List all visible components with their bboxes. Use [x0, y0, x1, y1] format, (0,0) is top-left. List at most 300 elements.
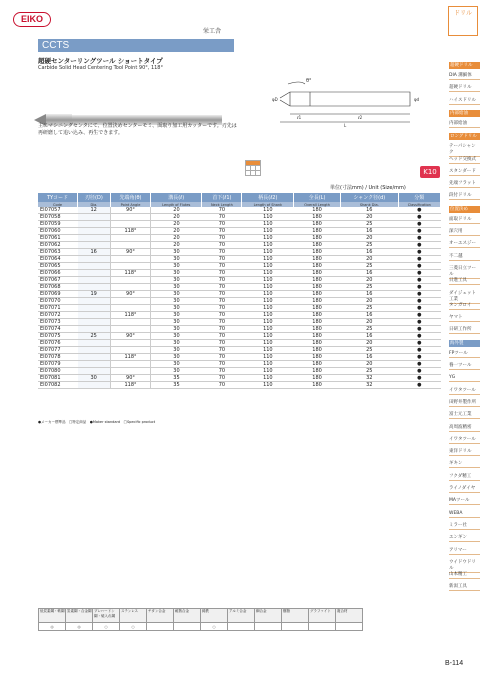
- table-cell: [78, 242, 111, 249]
- table-cell: 180: [294, 249, 341, 256]
- sidebar-item[interactable]: ヤマト: [449, 315, 480, 322]
- table-cell: 110: [242, 291, 294, 298]
- sidebar-item[interactable]: YG: [449, 375, 480, 382]
- table-cell: EI07076: [38, 340, 78, 347]
- table-cell: 30: [151, 333, 202, 340]
- sidebar-item[interactable]: イワタツール: [449, 388, 480, 395]
- table-cell: ●: [398, 333, 440, 340]
- table-cell: 30: [151, 368, 202, 375]
- table-cell: 30: [151, 340, 202, 347]
- sidebar-item[interactable]: 三菱日立ツール: [449, 266, 480, 279]
- material-header: 低炭素鋼・軟鋼: [39, 609, 66, 623]
- sidebar-item[interactable]: 不二越: [449, 254, 480, 261]
- table-cell: 25: [78, 333, 111, 340]
- table-cell: 32: [340, 382, 398, 389]
- column-header: 柄長(ℓ2): [242, 193, 294, 202]
- column-header: 分類: [398, 193, 440, 202]
- section-tab[interactable]: ドリル: [448, 6, 478, 36]
- table-cell: 180: [294, 207, 341, 214]
- table-cell: 180: [294, 270, 341, 277]
- sidebar-item[interactable]: FPツール: [449, 351, 480, 358]
- table-row: [38, 270, 441, 277]
- table-cell: 110: [242, 340, 294, 347]
- table-cell: EI07071: [38, 305, 78, 312]
- table-cell: 110: [242, 214, 294, 221]
- table-cell: 70: [202, 249, 242, 256]
- table-cell: 20: [340, 319, 398, 326]
- column-header: 刃径(D): [78, 193, 111, 202]
- table-row: [38, 263, 441, 270]
- table-cell: 30: [151, 354, 202, 361]
- table-cell: 180: [294, 298, 341, 305]
- table-cell: 70: [202, 361, 242, 368]
- table-row: [38, 214, 441, 221]
- sidebar-item[interactable]: MAツール: [449, 498, 480, 505]
- table-cell: ●: [398, 249, 440, 256]
- table-cell: 90°: [110, 333, 150, 340]
- table-cell: [110, 263, 150, 270]
- material-header: ステンレス: [120, 609, 147, 623]
- table-cell: ●: [398, 382, 440, 389]
- table-cell: 16: [78, 249, 111, 256]
- table-cell: 30: [151, 291, 202, 298]
- table-cell: [78, 340, 111, 347]
- material-header: 耐熱合金: [174, 609, 201, 623]
- sidebar-item[interactable]: 超硬ドリル: [449, 85, 480, 92]
- table-cell: 70: [202, 382, 242, 389]
- table-cell: [110, 221, 150, 228]
- table-cell: [110, 298, 150, 305]
- sidebar-item[interactable]: スタンダード: [449, 169, 480, 176]
- table-cell: 118°: [110, 270, 150, 277]
- table-cell: [78, 256, 111, 263]
- sidebar-item[interactable]: DIA 溝細体: [449, 73, 480, 80]
- table-cell: [78, 347, 111, 354]
- unit-note: 単位(寸法mm) / Unit (Size/mm): [330, 185, 406, 191]
- table-cell: 70: [202, 284, 242, 291]
- table-cell: EI07059: [38, 221, 78, 228]
- table-cell: 180: [294, 333, 341, 340]
- table-cell: [110, 361, 150, 368]
- table-cell: 16: [340, 291, 398, 298]
- table-cell: 20: [340, 235, 398, 242]
- sidebar-item[interactable]: タンガロイ: [449, 303, 480, 310]
- table-cell: 19: [78, 291, 111, 298]
- table-cell: ●: [398, 207, 440, 214]
- table-cell: 20: [151, 235, 202, 242]
- table-cell: EI07072: [38, 312, 78, 319]
- table-cell: EI07063: [38, 249, 78, 256]
- table-cell: 110: [242, 305, 294, 312]
- table-cell: EI07078: [38, 354, 78, 361]
- svg-text:ℓ2: ℓ2: [358, 115, 363, 120]
- material-header: アルミ合金: [228, 609, 255, 623]
- table-cell: 110: [242, 284, 294, 291]
- table-cell: 70: [202, 214, 242, 221]
- table-cell: [110, 256, 150, 263]
- table-cell: [78, 270, 111, 277]
- material-header: 複合材: [336, 609, 363, 623]
- table-cell: ●: [398, 228, 440, 235]
- table-row: [38, 242, 441, 249]
- table-cell: [78, 214, 111, 221]
- table-cell: 110: [242, 263, 294, 270]
- table-cell: 180: [294, 256, 341, 263]
- table-cell: 20: [340, 277, 398, 284]
- table-cell: ●: [398, 214, 440, 221]
- table-cell: 180: [294, 368, 341, 375]
- material-header: 樹脂: [282, 609, 309, 623]
- table-cell: 180: [294, 263, 341, 270]
- table-row: [38, 319, 441, 326]
- sidebar-item[interactable]: 内部給油: [449, 110, 480, 117]
- table-cell: [110, 305, 150, 312]
- material-mark: ○: [201, 623, 228, 631]
- table-row: [38, 291, 441, 298]
- table-row: [38, 382, 441, 389]
- sidebar-item[interactable]: エンギン: [449, 535, 480, 542]
- table-cell: 110: [242, 235, 294, 242]
- table-cell: 16: [340, 333, 398, 340]
- column-header: TYコード: [38, 193, 78, 202]
- material-mark: ◎: [39, 623, 66, 631]
- table-cell: ●: [398, 354, 440, 361]
- table-cell: 70: [202, 305, 242, 312]
- table-cell: [78, 277, 111, 284]
- svg-text:L: L: [344, 123, 347, 128]
- table-cell: 180: [294, 347, 341, 354]
- table-cell: 70: [202, 375, 242, 382]
- table-cell: ●: [398, 291, 440, 298]
- table-cell: 70: [202, 354, 242, 361]
- column-header-en: Code: [38, 202, 78, 207]
- table-row: [38, 221, 441, 228]
- column-header-en: Neck Length: [202, 202, 242, 207]
- table-cell: ●: [398, 284, 440, 291]
- table-cell: ●: [398, 312, 440, 319]
- sidebar-item[interactable]: 位置決め: [449, 206, 480, 213]
- table-cell: 70: [202, 298, 242, 305]
- material-header: プレハードン鋼・焼入れ鋼: [93, 609, 120, 623]
- sidebar-item[interactable]: 面取ドリル: [449, 217, 480, 224]
- column-header: 溝長(ℓ): [151, 193, 202, 202]
- table-cell: [110, 277, 150, 284]
- table-row: [38, 284, 441, 291]
- table-cell: 25: [340, 242, 398, 249]
- table-cell: 30: [151, 361, 202, 368]
- table-cell: 30: [151, 305, 202, 312]
- table-cell: 110: [242, 375, 294, 382]
- sidebar-item[interactable]: イワタツール: [449, 437, 480, 444]
- column-header-en: Classification: [398, 202, 440, 207]
- table-cell: 20: [151, 242, 202, 249]
- table-cell: 20: [151, 228, 202, 235]
- brand-logo: EIKO: [13, 12, 51, 27]
- table-cell: 30: [151, 249, 202, 256]
- table-cell: 180: [294, 221, 341, 228]
- table-cell: 25: [340, 368, 398, 375]
- column-header-en: Overall Length: [294, 202, 341, 207]
- sidebar-item[interactable]: 超硬ドリル: [449, 62, 480, 69]
- table-cell: 70: [202, 235, 242, 242]
- product-title-jp: 超硬センターリングツール ショートタイプ: [38, 57, 163, 65]
- table-cell: ●: [398, 340, 440, 347]
- table-cell: 118°: [110, 228, 150, 235]
- table-cell: 30: [151, 270, 202, 277]
- table-cell: 110: [242, 270, 294, 277]
- table-cell: EI07062: [38, 242, 78, 249]
- table-cell: 30: [151, 319, 202, 326]
- table-cell: 180: [294, 214, 341, 221]
- table-cell: 20: [340, 214, 398, 221]
- tolerance-table: [245, 160, 261, 176]
- legend-note: ●メーカー標準品 □特定商品 ●Maker standard □Specific product: [38, 420, 156, 424]
- sidebar-item[interactable]: 海外製: [449, 340, 480, 347]
- table-cell: ●: [398, 263, 440, 270]
- table-cell: 70: [202, 263, 242, 270]
- sidebar-item[interactable]: 田野井製作所: [449, 400, 480, 407]
- table-cell: 30: [151, 326, 202, 333]
- table-row: [38, 228, 441, 235]
- sidebar-item[interactable]: ヘッド交換式: [449, 157, 480, 164]
- table-cell: [78, 305, 111, 312]
- material-mark: [309, 623, 336, 631]
- table-cell: [110, 284, 150, 291]
- table-cell: 180: [294, 284, 341, 291]
- sidebar-item[interactable]: ギキン: [449, 461, 480, 468]
- table-cell: 70: [202, 340, 242, 347]
- table-row: [38, 326, 441, 333]
- sidebar-item[interactable]: 先端フラット: [449, 181, 480, 188]
- product-title-en: Carbide Solid Head Centering Tool Point 90°, 118°: [38, 65, 163, 71]
- table-cell: 30: [151, 277, 202, 284]
- table-cell: [78, 354, 111, 361]
- sidebar-item[interactable]: 段付ドリル: [449, 193, 480, 200]
- table-cell: [78, 228, 111, 235]
- table-cell: 32: [340, 375, 398, 382]
- table-cell: 180: [294, 235, 341, 242]
- table-cell: [78, 263, 111, 270]
- table-cell: 25: [340, 305, 398, 312]
- material-mark: [255, 623, 282, 631]
- table-cell: EI07057: [38, 207, 78, 214]
- table-cell: 70: [202, 256, 242, 263]
- table-cell: 110: [242, 249, 294, 256]
- table-cell: 16: [340, 312, 398, 319]
- table-cell: ●: [398, 375, 440, 382]
- table-cell: [78, 312, 111, 319]
- sidebar-item[interactable]: WEBA: [449, 511, 480, 518]
- table-cell: 70: [202, 312, 242, 319]
- material-mark: [174, 623, 201, 631]
- table-cell: EI07070: [38, 298, 78, 305]
- sidebar-item[interactable]: ダイジェット工業: [449, 291, 480, 304]
- table-cell: [110, 326, 150, 333]
- sidebar-item[interactable]: ロングドリル: [449, 133, 480, 140]
- svg-text:θ°: θ°: [306, 78, 312, 84]
- table-cell: 90°: [110, 249, 150, 256]
- table-row: [38, 298, 441, 305]
- table-cell: 70: [202, 368, 242, 375]
- sidebar-item[interactable]: オーエスジー: [449, 241, 480, 248]
- table-cell: ●: [398, 256, 440, 263]
- table-cell: [78, 368, 111, 375]
- table-cell: [78, 221, 111, 228]
- table-row: [38, 207, 441, 214]
- material-mark: [228, 623, 255, 631]
- table-cell: 70: [202, 326, 242, 333]
- table-cell: 180: [294, 319, 341, 326]
- table-cell: 30: [151, 298, 202, 305]
- table-cell: 110: [242, 312, 294, 319]
- sidebar-item[interactable]: ライノダイヤ: [449, 486, 480, 493]
- table-cell: [110, 319, 150, 326]
- table-cell: ●: [398, 368, 440, 375]
- table-cell: [110, 242, 150, 249]
- table-cell: 70: [202, 333, 242, 340]
- column-header-en: Length of Shank: [242, 202, 294, 207]
- table-cell: EI07061: [38, 235, 78, 242]
- table-cell: 30: [151, 347, 202, 354]
- table-cell: 110: [242, 207, 294, 214]
- table-cell: ●: [398, 242, 440, 249]
- table-cell: ●: [398, 319, 440, 326]
- table-cell: 16: [340, 354, 398, 361]
- table-cell: 20: [340, 340, 398, 347]
- table-cell: 70: [202, 207, 242, 214]
- table-cell: 70: [202, 221, 242, 228]
- table-cell: 70: [202, 347, 242, 354]
- table-cell: EI07065: [38, 263, 78, 270]
- table-cell: 20: [340, 256, 398, 263]
- table-row: [38, 347, 441, 354]
- sidebar-item[interactable]: アリマー: [449, 548, 480, 555]
- table-cell: 30: [151, 312, 202, 319]
- table-cell: [110, 347, 150, 354]
- sidebar-item[interactable]: 日進工具: [449, 278, 480, 285]
- table-row: [38, 361, 441, 368]
- table-cell: 25: [340, 284, 398, 291]
- table-cell: 20: [340, 361, 398, 368]
- table-cell: 30: [151, 256, 202, 263]
- table-cell: 110: [242, 298, 294, 305]
- table-cell: 16: [340, 207, 398, 214]
- table-cell: EI07064: [38, 256, 78, 263]
- table-cell: [78, 326, 111, 333]
- material-mark: [336, 623, 363, 631]
- table-cell: 16: [340, 228, 398, 235]
- spec-table: [38, 193, 441, 389]
- column-header-en: Length of Flutes: [151, 202, 202, 207]
- brand-name: 栄工舎: [203, 28, 222, 35]
- sidebar-item[interactable]: 新潟工具: [449, 584, 480, 591]
- sidebar-item[interactable]: テーパシャンク: [449, 144, 480, 157]
- material-header: 鋳鉄: [201, 609, 228, 623]
- svg-text:φD: φD: [272, 97, 278, 102]
- product-description: 主にマシニングセンタにて、位置決めセンターモミ、面取り加工用カッターです。刃先は再研磨して追い込み、再生できます。: [38, 123, 237, 136]
- column-header: シャンク径(d): [340, 193, 398, 202]
- table-cell: [78, 361, 111, 368]
- table-cell: 110: [242, 368, 294, 375]
- material-header: 炭素鋼・合金鋼: [66, 609, 93, 623]
- sidebar-item[interactable]: ハイスドリル: [449, 98, 480, 105]
- grade-badge: K10: [420, 166, 440, 178]
- table-cell: 110: [242, 242, 294, 249]
- table-cell: ●: [398, 298, 440, 305]
- table-cell: 70: [202, 270, 242, 277]
- table-cell: 180: [294, 305, 341, 312]
- table-cell: 30: [151, 284, 202, 291]
- table-cell: 25: [340, 347, 398, 354]
- table-cell: 90°: [110, 375, 150, 382]
- sidebar-item[interactable]: 高周波精密: [449, 425, 480, 432]
- sidebar-item[interactable]: 日研工作所: [449, 327, 480, 334]
- table-cell: 180: [294, 228, 341, 235]
- table-cell: EI07068: [38, 284, 78, 291]
- table-cell: 90°: [110, 291, 150, 298]
- table-cell: ●: [398, 277, 440, 284]
- sidebar-item[interactable]: 内部給油: [449, 121, 480, 128]
- material-mark: ○: [120, 623, 147, 631]
- sidebar-item[interactable]: ミラー社: [449, 523, 480, 530]
- product-code-bar: CCTS: [38, 39, 234, 52]
- table-cell: [78, 319, 111, 326]
- table-cell: EI07069: [38, 291, 78, 298]
- table-cell: 20: [151, 214, 202, 221]
- table-cell: [78, 284, 111, 291]
- table-cell: 180: [294, 375, 341, 382]
- sidebar-item[interactable]: 富士元工業: [449, 412, 480, 419]
- column-header-en: Point Angle: [110, 202, 150, 207]
- table-cell: ●: [398, 326, 440, 333]
- sidebar-item[interactable]: 東洋ドリル: [449, 449, 480, 456]
- table-cell: 16: [340, 270, 398, 277]
- table-cell: EI07066: [38, 270, 78, 277]
- sidebar-item[interactable]: フクダ精工: [449, 474, 480, 481]
- material-mark: [147, 623, 174, 631]
- svg-text:φd: φd: [414, 97, 420, 102]
- sidebar-item[interactable]: 山本精工: [449, 572, 480, 579]
- sidebar-item[interactable]: 深穴用: [449, 229, 480, 236]
- table-cell: 118°: [110, 354, 150, 361]
- table-row: [38, 235, 441, 242]
- table-cell: 16: [340, 249, 398, 256]
- table-cell: 110: [242, 277, 294, 284]
- table-cell: 25: [340, 221, 398, 228]
- table-row: [38, 256, 441, 263]
- table-row: [38, 312, 441, 319]
- material-mark: ○: [93, 623, 120, 631]
- material-header: 銅合金: [255, 609, 282, 623]
- table-cell: 110: [242, 361, 294, 368]
- column-header-en: Dia.: [78, 202, 111, 207]
- table-cell: ●: [398, 305, 440, 312]
- sidebar-item[interactable]: ウイドウドリル: [449, 560, 480, 573]
- table-cell: 110: [242, 228, 294, 235]
- table-cell: [110, 235, 150, 242]
- material-header: グラファイト: [309, 609, 336, 623]
- table-cell: 180: [294, 361, 341, 368]
- table-cell: EI07074: [38, 326, 78, 333]
- table-cell: 35: [151, 382, 202, 389]
- table-cell: EI07081: [38, 375, 78, 382]
- table-row: [38, 375, 441, 382]
- table-row: [38, 249, 441, 256]
- sidebar-item[interactable]: 養一ツール: [449, 363, 480, 370]
- table-cell: [110, 368, 150, 375]
- page-number: B-114: [445, 660, 464, 667]
- table-cell: 20: [151, 221, 202, 228]
